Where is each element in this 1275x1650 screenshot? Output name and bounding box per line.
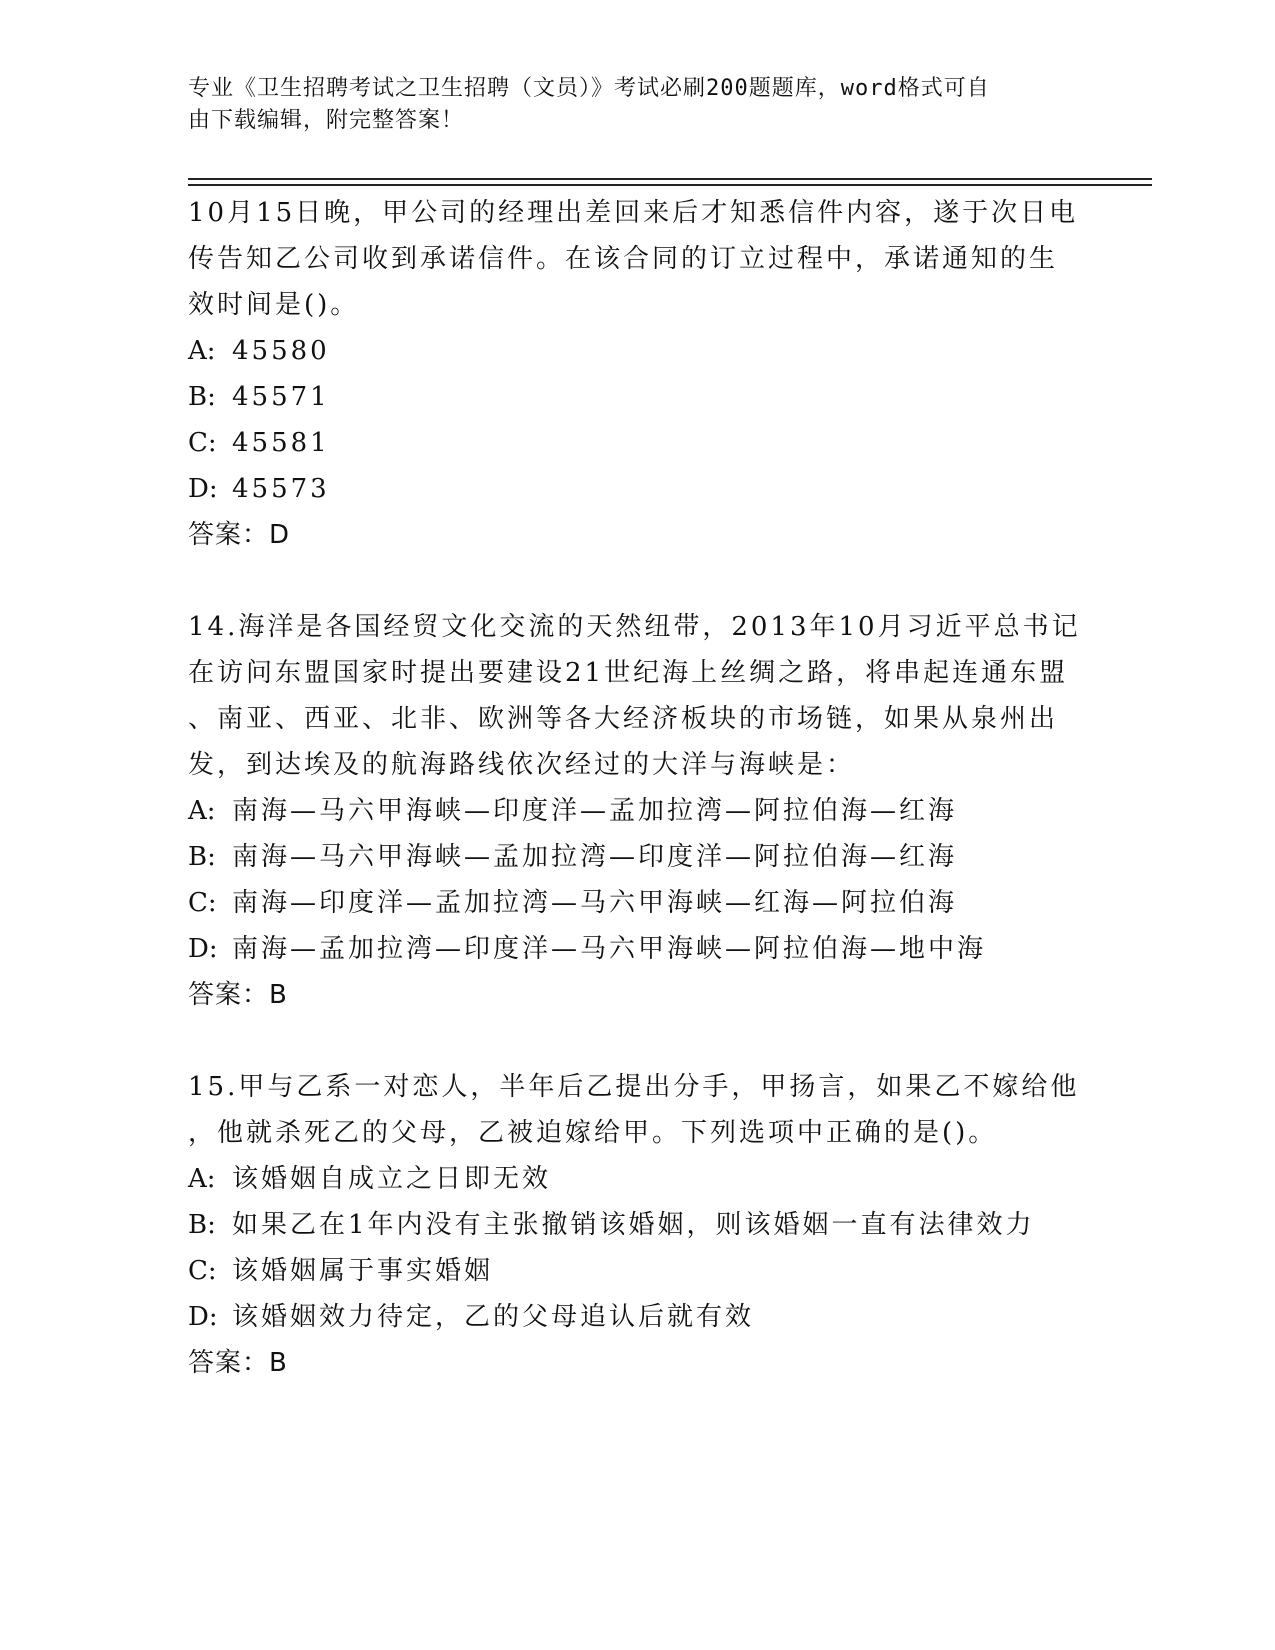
option-text: 南海—孟加拉湾—印度洋—马六甲海峡—阿拉伯海—地中海 [232, 934, 987, 964]
option-text: 45573 [232, 474, 330, 504]
question-13 [188, 190, 1088, 558]
option-b [188, 834, 1088, 880]
option-text: 45581 [232, 428, 330, 458]
option-text: 该婚姻效力待定，乙的父母追认后就有效 [232, 1302, 755, 1332]
option-d [188, 1294, 1088, 1340]
option-a [188, 328, 1088, 374]
option-b [188, 1202, 1088, 1248]
option-c [188, 1248, 1088, 1294]
question-14 [188, 604, 1088, 1018]
question-stem-line: ，他就杀死乙的父母，乙被迫嫁给甲。下列选项中正确的是()。 [188, 1118, 998, 1148]
option-d [188, 926, 1088, 972]
option-text: 该婚姻属于事实婚姻 [232, 1256, 494, 1286]
option-text: 45571 [232, 382, 330, 412]
question-stem-line: 、南亚、西亚、北非、欧洲等各大经济板块的市场链，如果从泉州出 [188, 704, 1059, 734]
option-a [188, 1156, 1088, 1202]
spacer [188, 1018, 1088, 1064]
question-stem-line: 在访问东盟国家时提出要建设21世纪海上丝绸之路，将串起连通东盟 [188, 658, 1069, 688]
option-text: 南海—印度洋—孟加拉湾—马六甲海峡—红海—阿拉伯海 [232, 888, 958, 918]
option-c [188, 880, 1088, 926]
question-stem-line: 15.甲与乙系一对恋人，半年后乙提出分手，甲扬言，如果乙不嫁给他 [188, 1072, 1080, 1102]
option-text: 该婚姻自成立之日即无效 [232, 1164, 552, 1194]
option-letter: D: [188, 474, 218, 504]
option-text: 如果乙在1年内没有主张撤销该婚姻，则该婚姻一直有法律效力 [232, 1210, 1035, 1240]
option-letter: D: [188, 934, 218, 964]
option-letter: B: [188, 1210, 216, 1240]
question-stem-line: 10月15日晚，甲公司的经理出差回来后才知悉信件内容，遂于次日电 [188, 198, 1079, 228]
header-divider-top [188, 178, 1152, 180]
answer-line: 答案：B [188, 1348, 288, 1378]
answer-line: 答案：D [188, 520, 291, 550]
option-letter: C: [188, 888, 217, 918]
header-divider-bottom [188, 184, 1152, 186]
header-line-1: 专业《卫生招聘考试之卫生招聘（文员）》考试必刷200题题库，word格式可自 [188, 76, 990, 101]
option-letter: A: [188, 1164, 216, 1194]
option-letter: A: [188, 796, 216, 826]
question-stem-line: 14.海洋是各国经贸文化交流的天然纽带，2013年10月习近平总书记 [188, 612, 1081, 642]
option-letter: A: [188, 336, 216, 366]
option-letter: B: [188, 842, 216, 872]
option-letter: B: [188, 382, 216, 412]
option-letter: D: [188, 1302, 218, 1332]
option-letter: C: [188, 428, 217, 458]
question-stem-line: 传告知乙公司收到承诺信件。在该合同的订立过程中，承诺通知的生 [188, 244, 1059, 274]
header-line-2: 由下载编辑，附完整答案！ [188, 108, 465, 133]
option-d [188, 466, 1088, 512]
question-stem-line: 效时间是()。 [188, 290, 360, 320]
answer-line: 答案：B [188, 980, 288, 1010]
option-letter: C: [188, 1256, 217, 1286]
document-body [188, 190, 1088, 1386]
option-b [188, 374, 1088, 420]
option-c [188, 420, 1088, 466]
option-a [188, 788, 1088, 834]
option-text: 南海—马六甲海峡—印度洋—孟加拉湾—阿拉伯海—红海 [232, 796, 958, 826]
spacer [188, 558, 1088, 604]
question-15 [188, 1064, 1088, 1386]
option-text: 南海—马六甲海峡—孟加拉湾—印度洋—阿拉伯海—红海 [232, 842, 958, 872]
question-stem-line: 发，到达埃及的航海路线依次经过的大洋与海峡是： [188, 750, 856, 780]
option-text: 45580 [232, 336, 330, 366]
document-header [188, 73, 1068, 137]
